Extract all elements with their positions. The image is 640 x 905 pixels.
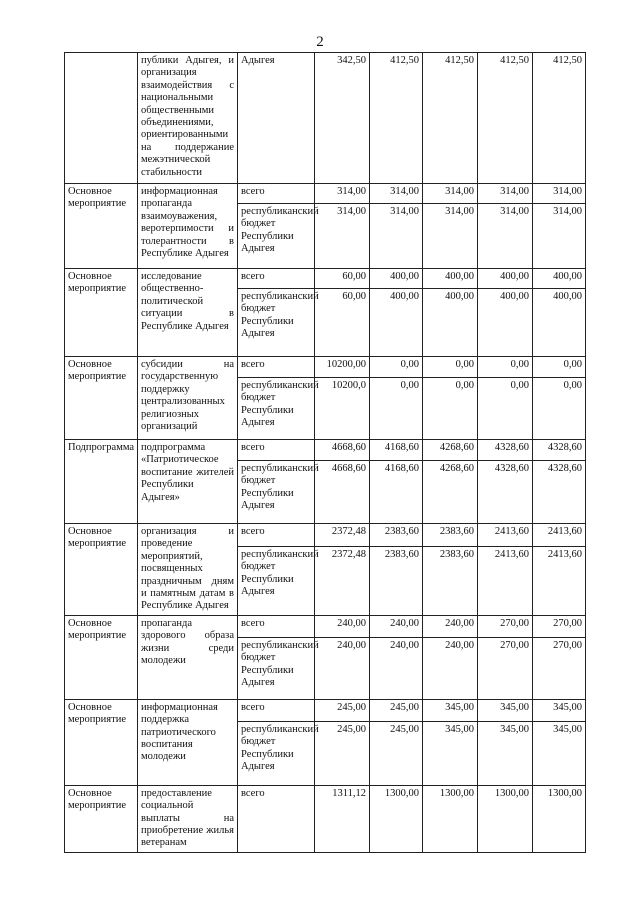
funding-source: всего <box>238 615 315 637</box>
value-cell: 4328,60 <box>478 440 533 461</box>
value-cell: 314,00 <box>533 184 586 204</box>
value-cell: 60,00 <box>315 269 370 289</box>
value-cell: 314,00 <box>478 204 533 269</box>
value-cell: 2383,60 <box>370 524 423 547</box>
funding-source: всего <box>238 357 315 378</box>
row-kind: Основное мероприятие <box>65 357 138 440</box>
row-kind <box>65 53 138 184</box>
value-cell: 400,00 <box>533 289 586 357</box>
funding-source: всего <box>238 269 315 289</box>
value-cell: 0,00 <box>370 378 423 440</box>
value-cell: 2413,60 <box>533 524 586 547</box>
table-row <box>65 53 586 184</box>
funding-source: всего <box>238 184 315 204</box>
value-cell: 400,00 <box>478 289 533 357</box>
value-cell: 314,00 <box>370 204 423 269</box>
value-cell: 1300,00 <box>370 785 423 852</box>
value-cell: 240,00 <box>315 637 370 699</box>
row-kind: Основное мероприятие <box>65 269 138 357</box>
value-cell: 0,00 <box>423 357 478 378</box>
value-cell: 412,50 <box>423 53 478 184</box>
row-name: публики Адыгея, и организация взаимодействия с национальными общественными объединениями, ориентированными на поддержание межэтнической стабильности <box>138 53 238 184</box>
value-cell: 240,00 <box>370 615 423 637</box>
value-cell: 2372,48 <box>315 546 370 615</box>
value-cell: 4168,60 <box>370 461 423 524</box>
funding-source: всего <box>238 440 315 461</box>
funding-source: всего <box>238 524 315 547</box>
row-name: субсидии на государственную поддержку централизованных религиозных организаций <box>138 357 238 440</box>
table-row <box>65 357 586 378</box>
row-name: предоставление социальной выплаты на приобретение жилья ветеранам <box>138 785 238 852</box>
value-cell: 270,00 <box>533 637 586 699</box>
table-row <box>65 699 586 721</box>
value-cell: 2413,60 <box>478 546 533 615</box>
value-cell: 0,00 <box>370 357 423 378</box>
row-kind: Основное мероприятие <box>65 184 138 269</box>
value-cell: 0,00 <box>423 378 478 440</box>
funding-source: республиканский бюджет Республики Адыгея <box>238 546 315 615</box>
row-kind: Основное мероприятие <box>65 615 138 699</box>
funding-source: республиканский бюджет Республики Адыгея <box>238 289 315 357</box>
value-cell: 270,00 <box>478 615 533 637</box>
row-name: пропаганда здорового образа жизни среди молодежи <box>138 615 238 699</box>
value-cell: 345,00 <box>533 721 586 785</box>
value-cell: 0,00 <box>478 378 533 440</box>
value-cell: 2383,60 <box>423 524 478 547</box>
funding-source: республиканский бюджет Республики Адыгея <box>238 461 315 524</box>
row-name: информационная поддержка патриотического воспитания молодежи <box>138 699 238 785</box>
table-row <box>65 184 586 204</box>
value-cell: 400,00 <box>370 269 423 289</box>
value-cell: 240,00 <box>423 637 478 699</box>
value-cell: 4268,60 <box>423 440 478 461</box>
budget-table <box>64 52 586 853</box>
funding-source: всего <box>238 699 315 721</box>
value-cell: 2383,60 <box>370 546 423 615</box>
value-cell: 345,00 <box>423 699 478 721</box>
value-cell: 314,00 <box>423 204 478 269</box>
value-cell: 4168,60 <box>370 440 423 461</box>
value-cell: 10200,00 <box>315 357 370 378</box>
row-name: информационная пропаганда взаимоуважения, веротерпимости и толерантности в Республике Адыгея <box>138 184 238 269</box>
table-row <box>65 785 586 852</box>
value-cell: 314,00 <box>315 184 370 204</box>
value-cell: 240,00 <box>370 637 423 699</box>
value-cell: 412,50 <box>478 53 533 184</box>
value-cell: 1300,00 <box>533 785 586 852</box>
value-cell: 4328,60 <box>478 461 533 524</box>
funding-source: всего <box>238 785 315 852</box>
value-cell: 0,00 <box>533 378 586 440</box>
value-cell: 60,00 <box>315 289 370 357</box>
value-cell: 400,00 <box>370 289 423 357</box>
table-row <box>65 440 586 461</box>
row-kind: Основное мероприятие <box>65 699 138 785</box>
funding-source: Адыгея <box>238 53 315 184</box>
value-cell: 1300,00 <box>423 785 478 852</box>
value-cell: 314,00 <box>423 184 478 204</box>
funding-source: республиканский бюджет Республики Адыгея <box>238 378 315 440</box>
value-cell: 412,50 <box>533 53 586 184</box>
value-cell: 412,50 <box>370 53 423 184</box>
value-cell: 2383,60 <box>423 546 478 615</box>
value-cell: 345,00 <box>423 721 478 785</box>
value-cell: 245,00 <box>315 699 370 721</box>
row-name: исследование общественно-политической ситуации в Республике Адыгея <box>138 269 238 357</box>
value-cell: 2372,48 <box>315 524 370 547</box>
value-cell: 240,00 <box>315 615 370 637</box>
value-cell: 345,00 <box>533 699 586 721</box>
value-cell: 4268,60 <box>423 461 478 524</box>
value-cell: 4328,60 <box>533 440 586 461</box>
value-cell: 400,00 <box>423 269 478 289</box>
value-cell: 245,00 <box>315 721 370 785</box>
value-cell: 10200,0 <box>315 378 370 440</box>
value-cell: 245,00 <box>370 721 423 785</box>
value-cell: 270,00 <box>478 637 533 699</box>
value-cell: 245,00 <box>370 699 423 721</box>
value-cell: 314,00 <box>533 204 586 269</box>
value-cell: 2413,60 <box>533 546 586 615</box>
funding-source: республиканский бюджет Республики Адыгея <box>238 637 315 699</box>
value-cell: 314,00 <box>370 184 423 204</box>
table-row <box>65 524 586 547</box>
value-cell: 1300,00 <box>478 785 533 852</box>
value-cell: 345,00 <box>478 699 533 721</box>
row-kind: Основное мероприятие <box>65 785 138 852</box>
value-cell: 1311,12 <box>315 785 370 852</box>
value-cell: 0,00 <box>478 357 533 378</box>
value-cell: 400,00 <box>423 289 478 357</box>
value-cell: 314,00 <box>315 204 370 269</box>
table-row <box>65 269 586 289</box>
value-cell: 0,00 <box>533 357 586 378</box>
value-cell: 270,00 <box>533 615 586 637</box>
row-name: подпрограмма «Патриотическое воспитание жителей Республики Адыгея» <box>138 440 238 524</box>
value-cell: 400,00 <box>478 269 533 289</box>
row-name: организация и проведение мероприятий, посвященных праздничным дням и памятным датам в Республике Адыгея <box>138 524 238 616</box>
table-row <box>65 615 586 637</box>
value-cell: 2413,60 <box>478 524 533 547</box>
value-cell: 4328,60 <box>533 461 586 524</box>
value-cell: 342,50 <box>315 53 370 184</box>
value-cell: 240,00 <box>423 615 478 637</box>
value-cell: 345,00 <box>478 721 533 785</box>
value-cell: 4668,60 <box>315 440 370 461</box>
page-number: 2 <box>316 34 324 50</box>
funding-source: республиканский бюджет Республики Адыгея <box>238 204 315 269</box>
value-cell: 314,00 <box>478 184 533 204</box>
row-kind: Основное мероприятие <box>65 524 138 616</box>
funding-source: республиканский бюджет Республики Адыгея <box>238 721 315 785</box>
row-kind: Подпрограмма <box>65 440 138 524</box>
value-cell: 4668,60 <box>315 461 370 524</box>
value-cell: 400,00 <box>533 269 586 289</box>
